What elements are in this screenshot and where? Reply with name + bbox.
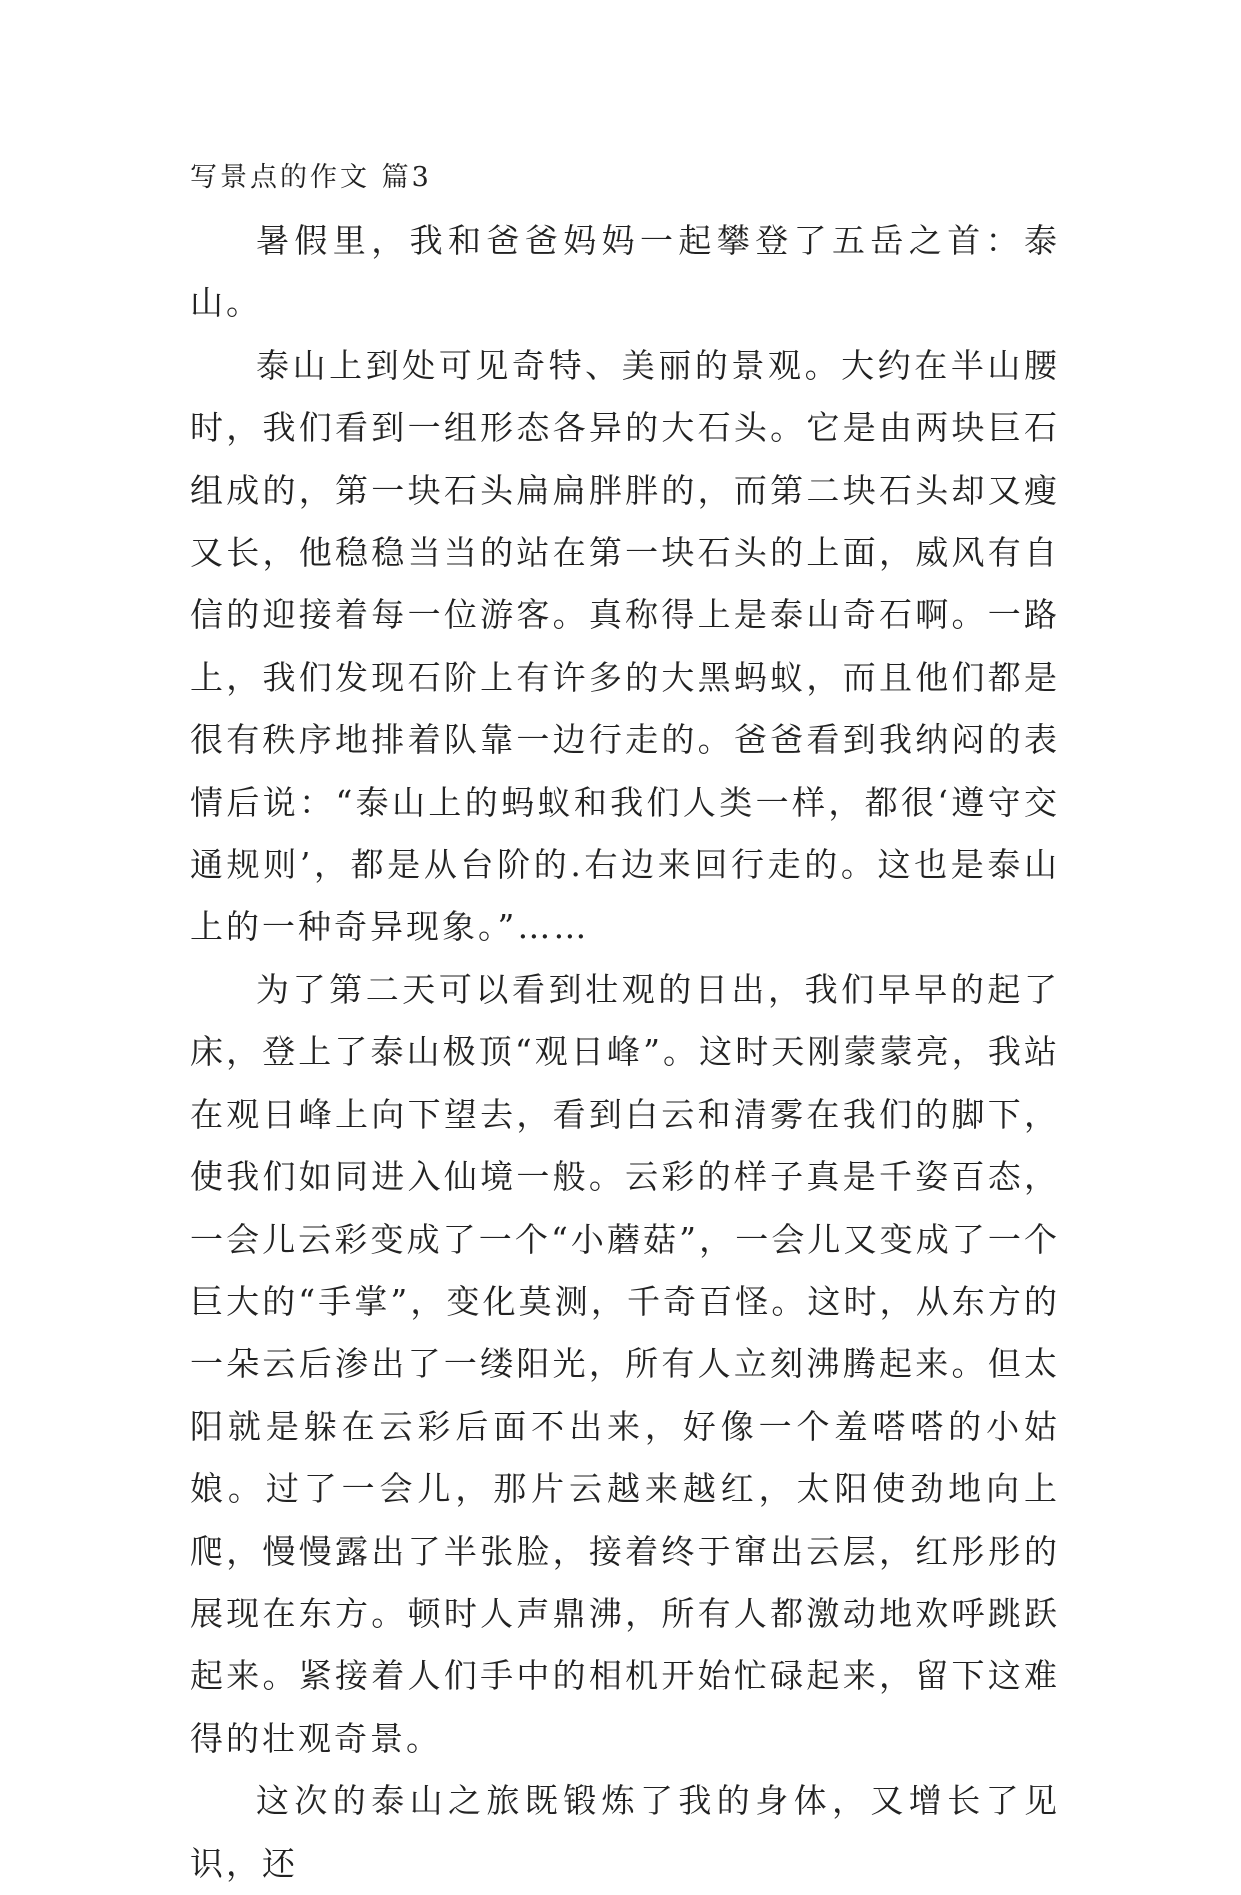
paragraph-conclusion: 这次的泰山之旅既锻炼了我的身体，又增长了见识，还 [190, 1781, 1060, 1883]
document-body [190, 210, 1060, 1895]
paragraph-sunrise: 为了第二天可以看到壮观的日出，我们早早的起了床，登上了泰山极顶“观日峰”。这时天刚蒙蒙亮，我站在观日峰上向下望去，看到白云和清雾在我们的脚下，使我们如同进入仙境一般。云彩的样子真是千姿百态，一会儿云彩变成了一个“小蘑菇”，一会儿又变成了一个巨大的“手掌”，变化莫测，千奇百怪。这时，从东方的一朵云后渗出了一缕阳光，所有人立刻沸腾起来。但太阳就是躲在云彩后面不出来，好像一个羞嗒嗒的小姑娘。过了一会儿，那片云越来越红，太阳使劲地向上爬，慢慢露出了半张脸，接着终于窜出云层，红彤彤的展现在东方。顿时人声鼎沸，所有人都激动地欢呼跳跃起来。紧接着人们手中的相机开始忙碌起来，留下这难得的壮观奇景。 [190, 969, 1060, 1758]
document-title: 写景点的作文 篇3 [190, 162, 432, 193]
paragraph-rocks-and-ants: 泰山上到处可见奇特、美丽的景观。大约在半山腰时，我们看到一组形态各异的大石头。它是由两块巨石组成的，第一块石头扁扁胖胖的，而第二块石头却又瘦又长，他稳稳当当的站在第一块石头的上面，威风有自信的迎接着每一位游客。真称得上是泰山奇石啊。一路上，我们发现石阶上有许多的大黑蚂蚁，而且他们都是很有秩序地排着队靠一边行走的。爸爸看到我纳闷的表情后说：“泰山上的蚂蚁和我们人类一样，都很‘遵守交通规则’，都是从台阶的.右边来回行走的。这也是泰山上的一种奇异现象。”…… [190, 345, 1060, 947]
paragraph-intro: 暑假里，我和爸爸妈妈一起攀登了五岳之首：泰山。 [190, 221, 1060, 323]
